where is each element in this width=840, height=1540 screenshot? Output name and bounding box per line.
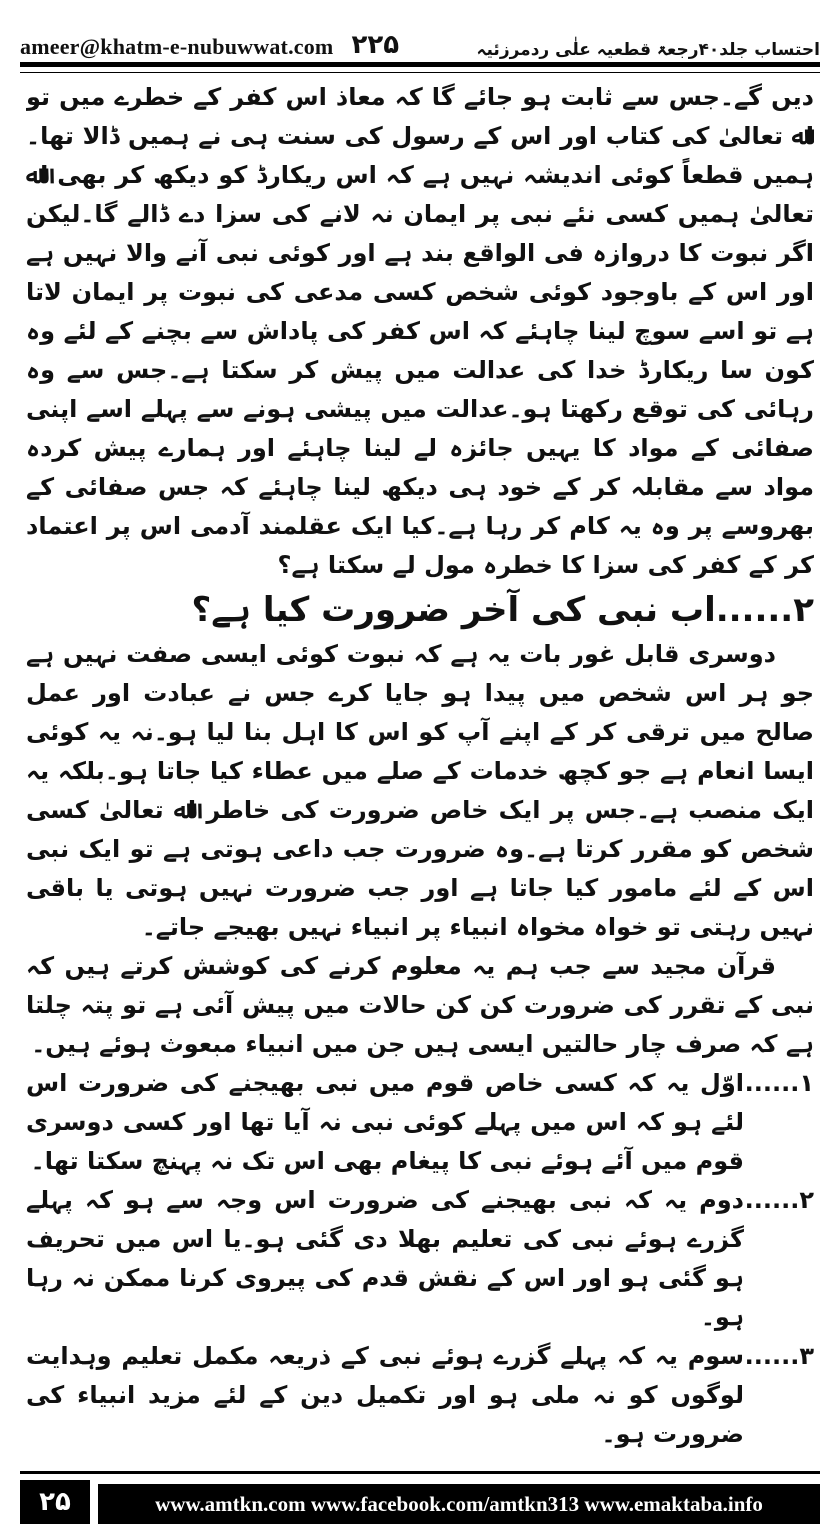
footer-urls[interactable]: www.amtkn.com www.facebook.com/amtkn313 www.emaktaba.info bbox=[98, 1484, 820, 1524]
footer-page-number: ۲۵ bbox=[20, 1480, 90, 1524]
list-item-number: ۲...... bbox=[744, 1186, 814, 1214]
page-header bbox=[20, 8, 820, 60]
list-item-text: سوم یہ کہ پہلے گزرے ہوئے نبی کے ذریعہ مکمل تعلیم وہدایت لوگوں کو نہ ملی ہو اور تکمیل دین کے لئے مزید انبیاء کی ضرورت ہو۔ bbox=[26, 1342, 744, 1448]
page-content bbox=[26, 78, 814, 1448]
header-rule-thin bbox=[20, 72, 820, 73]
list-item-text: اوّل یہ کہ کسی خاص قوم میں نبی بھیجنے کی ضرورت اس لئے ہو کہ اس میں پہلے کوئی نبی نہ آیا تھا اور کسی دوسری قوم میں آئے ہوئے نبی کا پیغام بھی اس تک نہ پہنچ سکتا تھا۔ bbox=[26, 1069, 744, 1175]
paragraph-2: دوسری قابل غور بات یہ ہے کہ نبوت کوئی ایسی صفت نہیں ہے جو ہر اس شخص میں پیدا ہو جایا کرے جس نے عبادت اور عمل صالح میں ترقی کر کے اپنے آپ کو اس کا اہل بنا لیا ہو۔نہ یہ کوئی ایسا انعام ہے جو کچھ خدمات کے صلے میں عطاء کیا جاتا ہو۔بلکہ یہ ایک منصب ہے۔جس پر ایک خاص ضرورت کی خاطر اﷲ تعالیٰ کسی شخص کو مقرر کرتا ہے۔وہ ضرورت جب داعی ہوتی ہے تو ایک نبی اس کے لئے مامور کیا جاتا ہے اور جب ضرورت نہیں ہوتی یا باقی نہیں رہتی تو خواہ مخواہ انبیاء پر انبیاء نہیں بھیجے جاتے۔ bbox=[26, 640, 814, 941]
list-item-text: دوم یہ کہ نبی بھیجنے کی ضرورت اس وجہ سے ہو کہ پہلے گزرے ہوئے نبی کی تعلیم بھلا دی گئی ہو۔یا اس میں تحریف ہو گئی ہو اور اس کے نقش قدم کی پیروی کرنا ممکن نہ رہا ہو۔ bbox=[26, 1186, 744, 1331]
list-item-number: ۱...... bbox=[744, 1069, 814, 1097]
intro-paragraph: دیں گے۔جس سے ثابت ہو جائے گا کہ معاذ اس کفر کے خطرے میں تو اﷲ تعالیٰ کی کتاب اور اس کے رسول کی سنت ہی نے ہمیں ڈالا تھا۔ہمیں قطعاً کوئی اندیشہ نہیں ہے کہ اس ریکارڈ کو دیکھ کر بھی اﷲ تعالیٰ ہمیں کسی نئے نبی پر ایمان نہ لانے کی سزا دے ڈالے گا۔لیکن اگر نبوت کا دروازہ فی الواقع بند ہے اور کوئی نبی آنے والا نہیں ہے اور اس کے باوجود کوئی شخص کسی مدعی کی نبوت پر ایمان لاتا ہے تو اسے سوچ لینا چاہئے کہ اس کفر کی پاداش سے بچنے کے لئے وہ کون سا ریکارڈ خدا کی عدالت میں پیش کر سکتا ہے۔جس سے وہ رہائی کی توقع رکھتا ہو۔عدالت میں پیشی ہونے سے پہلے اسے اپنی صفائی کے مواد کا یہیں جائزہ لے لینا چاہئے اور ہمارے پیش کردہ مواد سے مقابلہ کر کے خود ہی دیکھ لینا چاہئے کہ جس صفائی کے بھروسے پر وہ یہ کام کر رہا ہے۔کیا ایک عقلمند آدمی اس پر اعتماد کر کے کفر کی سزا کا خطرہ مول لے سکتا ہے؟ bbox=[26, 83, 814, 579]
header-email[interactable]: ameer@khatm-e-nubuwwat.com bbox=[20, 34, 334, 59]
header-rule-thick bbox=[20, 62, 820, 67]
list-item bbox=[26, 1181, 814, 1337]
page-footer bbox=[20, 1471, 820, 1530]
conditions-list bbox=[26, 1064, 814, 1448]
section-heading: ۲......اب نبی کی آخر ضرورت کیا ہے؟ bbox=[191, 590, 814, 630]
header-left bbox=[20, 30, 399, 60]
list-item bbox=[26, 1337, 814, 1448]
paragraph-3: قرآن مجید سے جب ہم یہ معلوم کرنے کی کوشش کرتے ہیں کہ نبی کے تقرر کی ضرورت کن کن حالات میں پیش آئی ہے تو پتہ چلتا ہے کہ صرف چار حالتیں ایسی ہیں جن میں انبیاء مبعوث ہوئے ہیں۔ bbox=[26, 952, 814, 1058]
header-book-title: احتساب جلد۴۰رجعۃ قطعیہ علٰی ردمرزئیہ bbox=[476, 40, 820, 60]
list-item-number: ۳...... bbox=[744, 1342, 814, 1370]
list-item bbox=[26, 1064, 814, 1181]
header-page-number: ۲۲۵ bbox=[351, 30, 400, 60]
